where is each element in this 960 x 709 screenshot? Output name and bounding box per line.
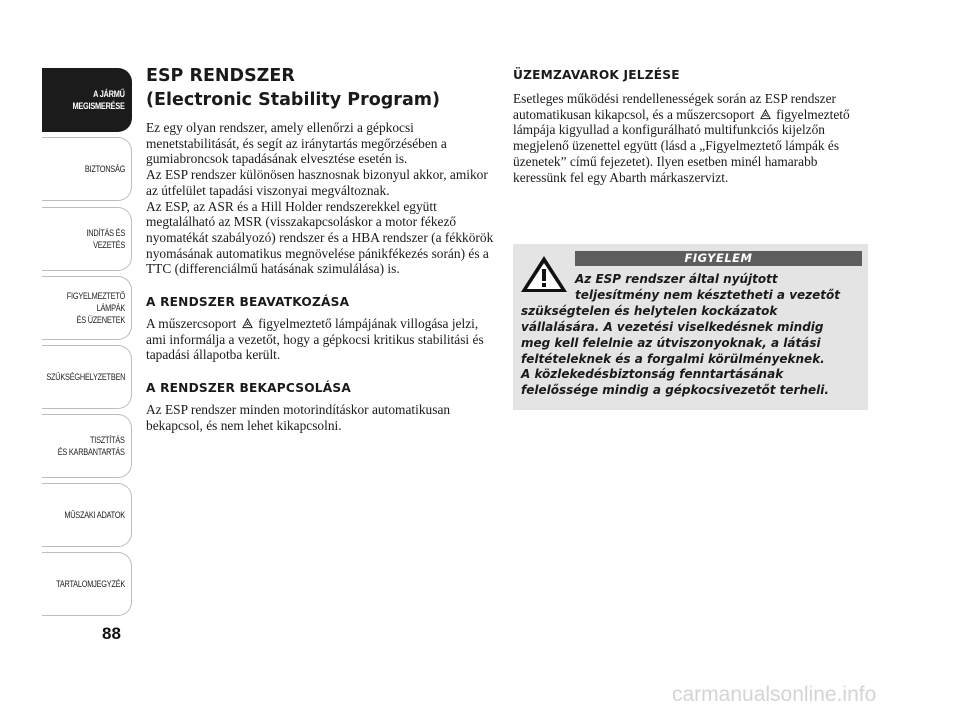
- warning-text: [521, 272, 866, 399]
- tab-vehicle-overview[interactable]: [42, 68, 132, 132]
- intro-paragraph: [146, 120, 496, 277]
- section2-paragraph: Az ESP rendszer minden motorindításkor automatikusan bekapcsol, és nem lehet kikapcsolni.: [146, 402, 451, 433]
- fault-paragraph: [513, 91, 868, 185]
- page-number: 88: [102, 624, 121, 643]
- tab-label: FIGYELMEZTETŐ LÁMPÁK ÉS ÜZENETEK: [66, 291, 125, 325]
- warning-line: feltételeknek és a forgalmi körülményeknek.: [521, 351, 825, 366]
- fault-heading: ÜZEMZAVAROK JELZÉSE: [513, 68, 680, 82]
- tab-label: BIZTONSÁG: [84, 164, 125, 174]
- tab-index[interactable]: [42, 552, 132, 616]
- watermark: carmanualsonline.info: [672, 683, 877, 706]
- section1-text-a: A műszercsoport: [146, 316, 237, 332]
- tab-safety[interactable]: [42, 137, 132, 201]
- section1-paragraph: [146, 316, 496, 363]
- tab-warning-lights[interactable]: [42, 276, 132, 340]
- para2-text: Az ESP rendszer különösen hasznosnak bizonyul akkor, amikor az útfelület tapadási viszonyai megváltoznak.: [146, 167, 488, 198]
- left-column: [146, 64, 496, 434]
- tab-label: SZÜKSÉGHELYZETBEN: [46, 372, 125, 382]
- warning-line: A közlekedésbiztonság fenntartásának: [521, 367, 784, 382]
- esp-warning-light-icon: [760, 109, 771, 120]
- fault-text-b: figyelmeztető lámpája kigyullad a konfigurálható multifunkciós kijelzőn megjelenő üzenettel együtt (lásd a „Figyelmeztető lámpák és üzenetek” című fejezetet). Ilyen esetben minél hamarabb keressünk fel egy Abarth márkaszervizt.: [513, 106, 850, 185]
- intro-text: Ez egy olyan rendszer, amely ellenőrzi a gépkocsi menetstabilitását, és segít az iránytartás megőrzésében a gumiabroncsok tapadásának elvesztése esetén is.: [146, 120, 447, 167]
- right-column: [513, 68, 868, 185]
- tab-label: A JÁRMŰ MEGISMERÉSE: [72, 89, 125, 111]
- tab-label: MŰSZAKI ADATOK: [64, 510, 125, 520]
- warning-line: meg kell felelnie az útviszonyoknak, a látási: [521, 335, 821, 350]
- section1-heading: A RENDSZER BEAVATKOZÁSA: [146, 295, 350, 310]
- warning-line: felelőssége mindig a gépkocsivezetőt terheli.: [521, 383, 829, 398]
- tab-label: INDÍTÁS ÉS VEZETÉS: [86, 228, 125, 250]
- section-title: [146, 64, 496, 112]
- warning-line: teljesítmény nem késztetheti a vezetőt: [575, 287, 840, 302]
- fault-text-a: Esetleges működési rendellenességek során az ESP rendszer automatikusan kikapcsol, és a műszercsoport: [513, 91, 837, 122]
- tab-starting-driving[interactable]: [42, 207, 132, 271]
- section1-text-b: figyelmeztető lámpájának villogása jelzi, ami informálja a vezetőt, hogy a gépkocsi kritikus stabilitási és tapadási állapotba került.: [146, 316, 484, 363]
- warning-line: szükségtelen és helytelen kockázatok: [521, 303, 778, 318]
- title-line-1: ESP RENDSZER: [146, 66, 295, 86]
- tab-label: TARTALOMJEGYZÉK: [56, 579, 125, 589]
- warning-label: FIGYELEM: [575, 251, 862, 266]
- tab-label: TISZTÍTÁS ÉS KARBANTARTÁS: [58, 435, 125, 457]
- para3-text: Az ESP, az ASR és a Hill Holder rendszerekkel együtt megtalálható az MSR (visszakapcsoláskor a motor fékező nyomatékát szabályozó) rendszer és a HBA rendszer (a fékkörök nyomásának automatikus megnövelése pánikfékezés során) és a TTC (differenciálmű hatásának szimulálása) is.: [146, 198, 494, 277]
- tab-maintenance[interactable]: [42, 414, 132, 478]
- warning-line: vállalására. A vezetési viselkedésnek mindig: [521, 319, 824, 334]
- title-line-2: (Electronic Stability Program): [146, 90, 440, 110]
- tab-technical-data[interactable]: [42, 483, 132, 547]
- esp-warning-light-icon: [242, 318, 253, 329]
- tab-emergency[interactable]: [42, 345, 132, 409]
- section2-heading: A RENDSZER BEKAPCSOLÁSA: [146, 381, 352, 396]
- warning-line: Az ESP rendszer által nyújtott: [575, 272, 778, 286]
